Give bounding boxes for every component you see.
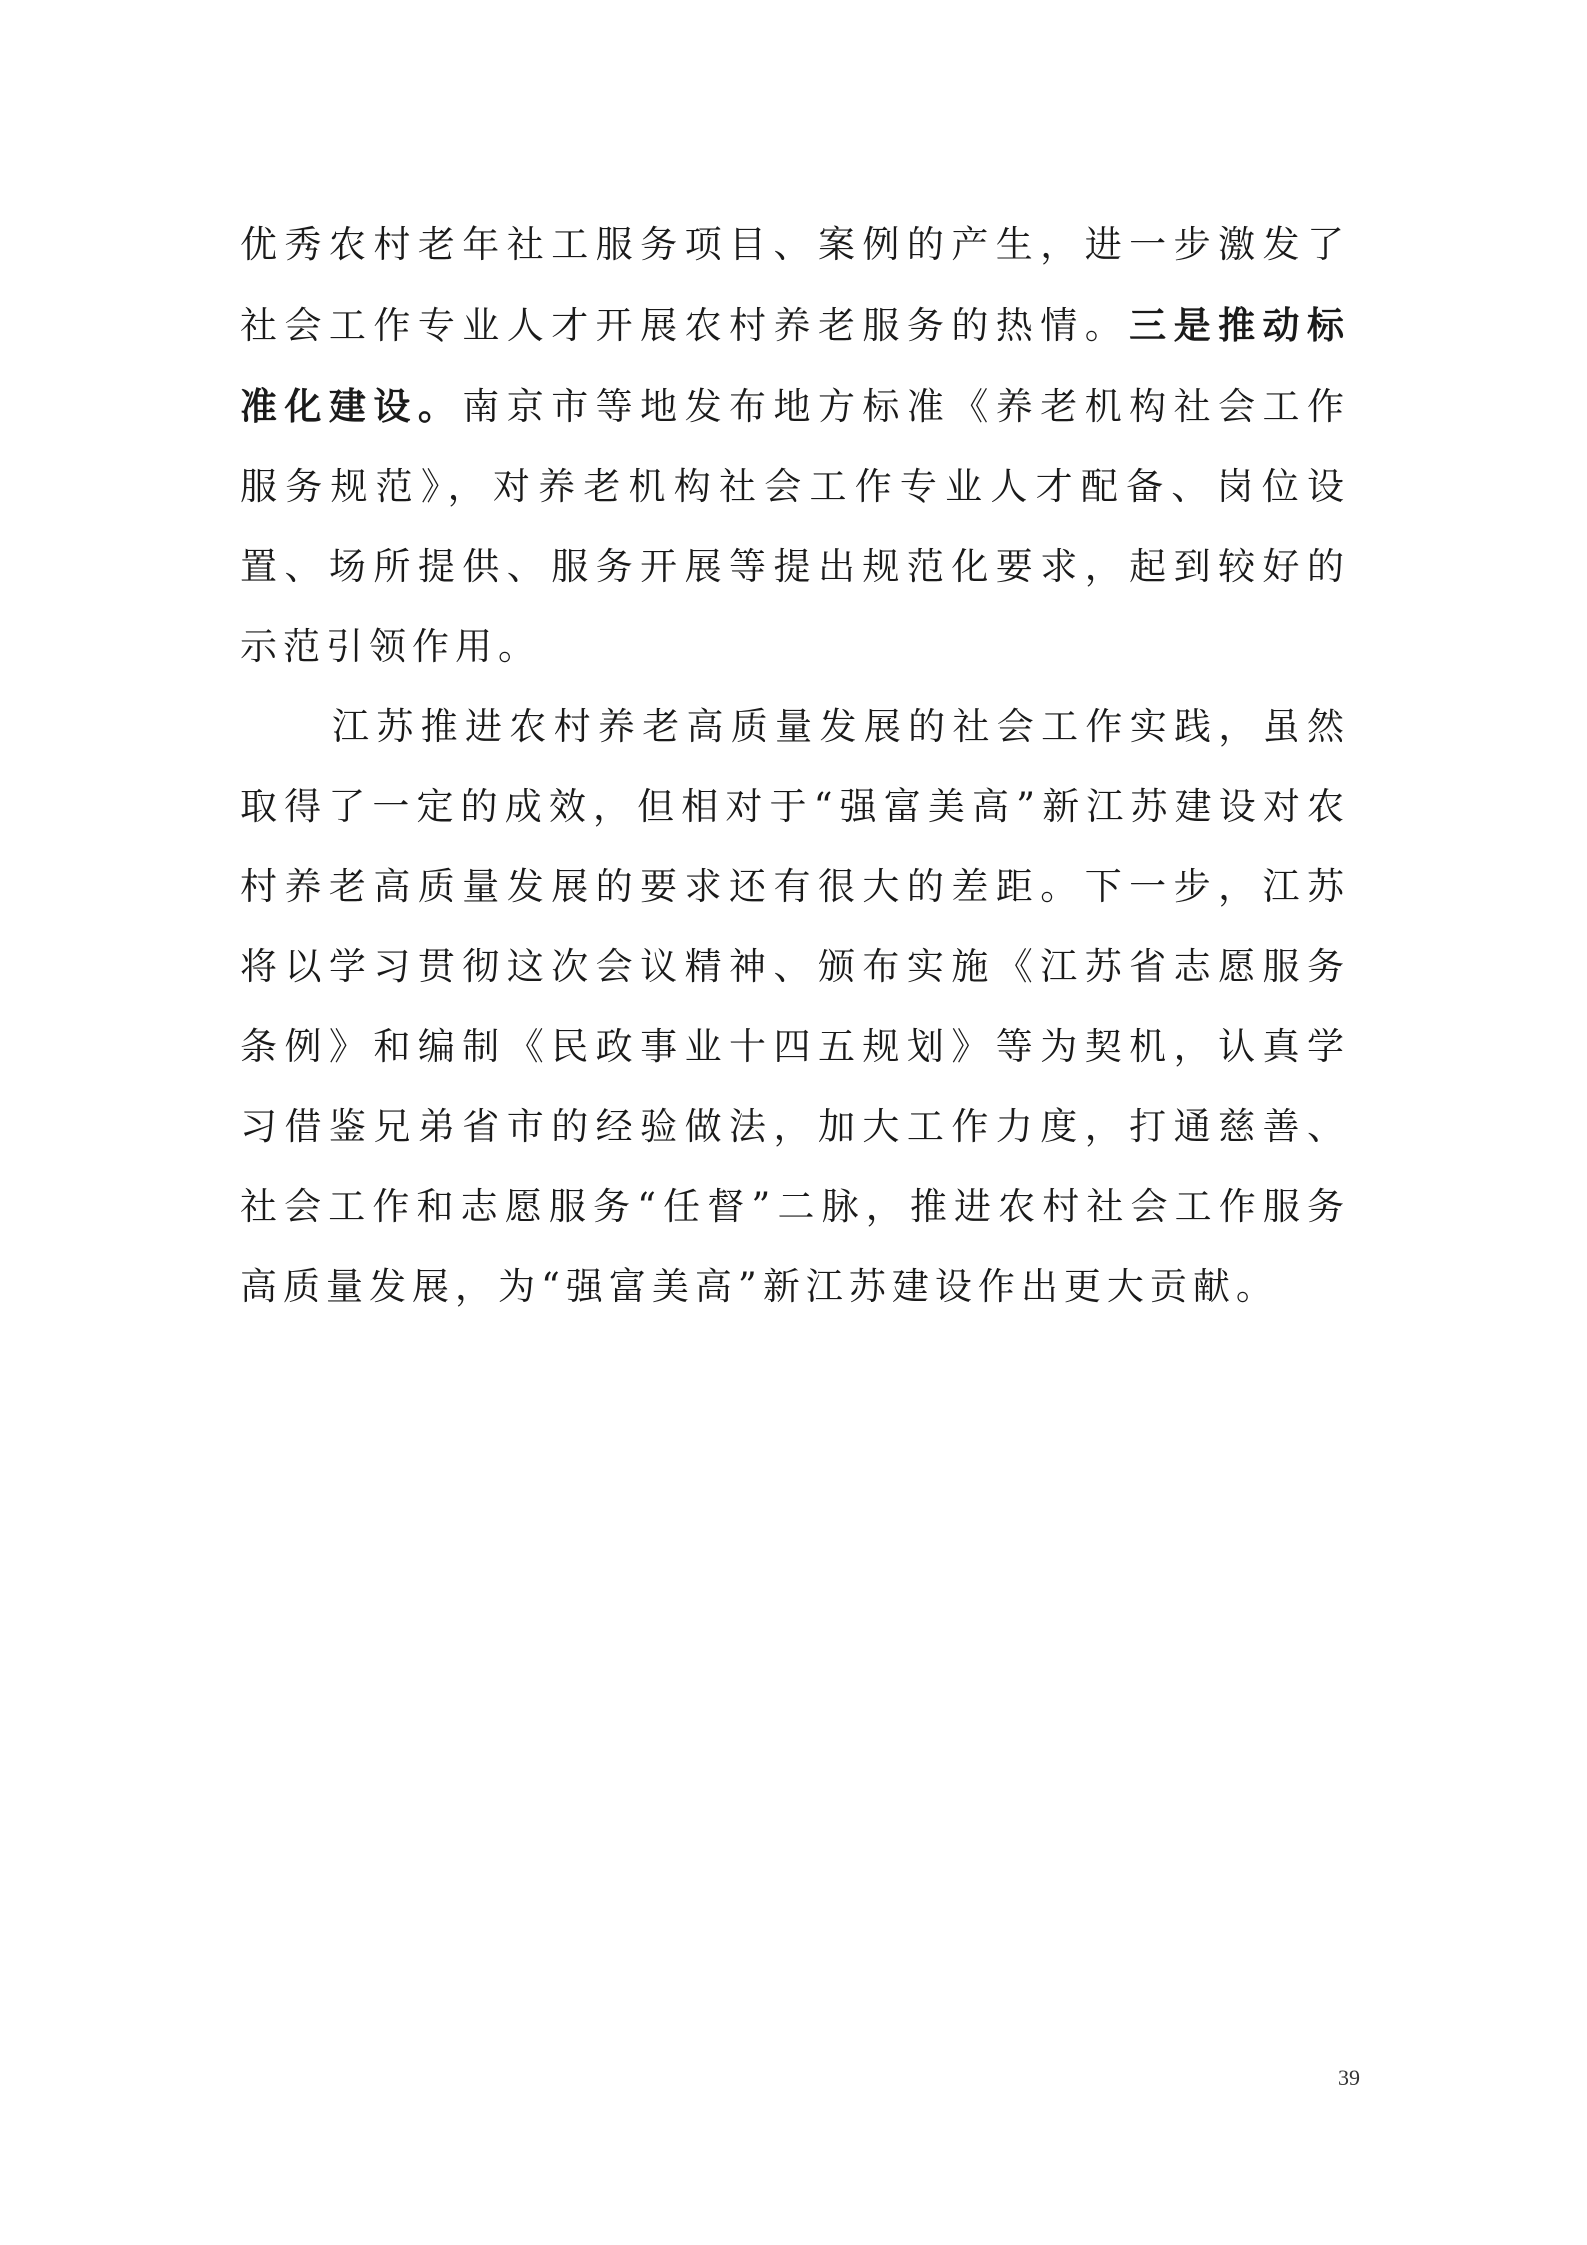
paragraph-1 [240,205,1350,687]
body-text [240,205,1350,1327]
page-number: 39 [1338,2065,1360,2090]
paragraph-1-bold-heading: 三是推动标准化建设。 [240,303,1351,428]
paragraph-1-segment-1: 优秀农村老年社工服务项目、案例的产生，进一步激发了社会工作专业人才开展农村养老服务的热情。 [240,223,1350,347]
paragraph-1-segment-3: 南京市等地发布地方标准《养老机构社会工作服务规范》，对养老机构社会工作专业人才配备、岗位设置、场所提供、服务开展等提出规范化要求，起到较好的示范引领作用。 [240,385,1351,668]
paragraph-2-segment-1: 江苏推进农村养老高质量发展的社会工作实践，虽然取得了一定的成效，但相对于“强富美高”新江苏建设对农村养老高质量发展的要求还有很大的差距。下一步，江苏将以学习贯彻这次会议精神、颁布实施《江苏省志愿服务条例》和编制《民政事业十四五规划》等为契机，认真学习借鉴兄弟省市的经验做法，加大工作力度，打通慈善、社会工作和志愿服务“任督”二脉，推进农村社会工作服务高质量发展，为“强富美高”新江苏建设作出更大贡献。 [240,705,1350,1308]
paragraph-2 [240,687,1350,1327]
